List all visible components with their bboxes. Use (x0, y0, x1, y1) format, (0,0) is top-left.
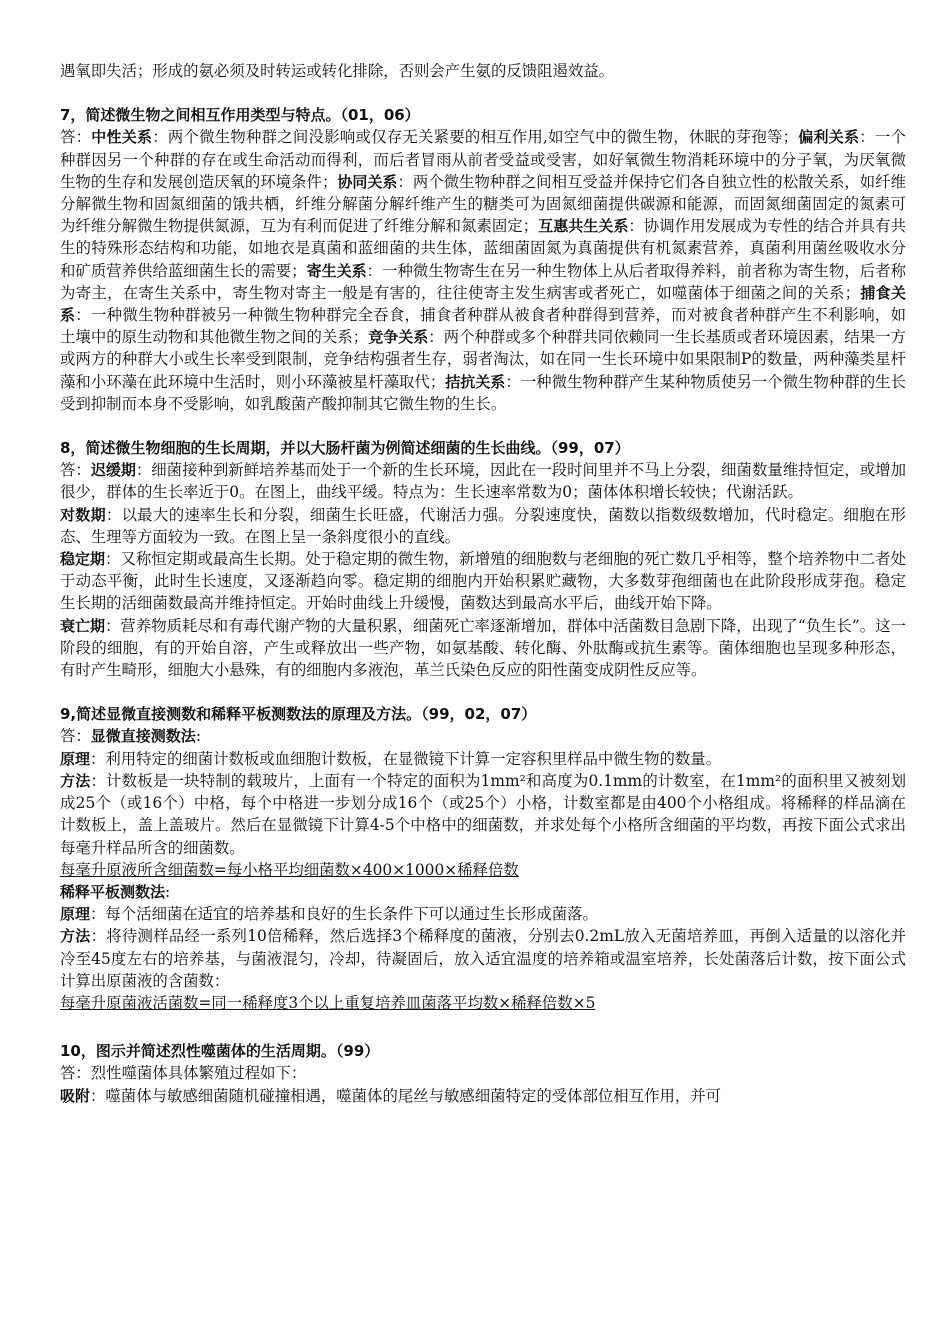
text-predation: ：一种微生物种群被另一种微生物种群完全吞食，捕食者种群从被食者种群得到营养，而对被食者种群产生不利影响，如土壤中的原生动物和其他微生物之间的关系； (60, 306, 906, 347)
text-competition: ：两个种群或多个种群共同依赖同一生长基质或者环境因素，结果一方或两方的种群大小或生长率受到限制，竞争结构强者生存，弱者淘汰，如在同一生长环境中如果限制P的数量，两种藻类星杆藻和小环藻在此环境中生活时，则小环藻被星杆藻取代； (60, 328, 906, 391)
answer-prefix: 答： (60, 727, 91, 746)
q8-title: 8，简述微生物细胞的生长周期，并以大肠杆菌为例简述细菌的生长曲线。（99，07） (60, 439, 630, 458)
heading-colon: : (165, 882, 171, 901)
text-dilution-method: ：将待测样品经一系列10倍稀释，然后选择3个稀释度的菌液，分别去0.2mL放入无菌培养皿，再倒入适量的以溶化并冷至45度左右的培养基，与菌液混匀，冷却，待凝固后，放入适宜温度的培养箱或温室培养，长处菌落后计数，按下面公式计算出原菌液的含菌数： (60, 927, 906, 990)
formula-dilution-count: 每毫升原菌液活菌数=同一稀释度3个以上重复培养皿菌落平均数×稀释倍数×5 (60, 993, 596, 1012)
text-antagonism: ：一种微生物种群产生某种物质使另一个微生物种群的生长受到抑制而本身不受影响，如乳酸菌产酸抑制其它微生物的生长。 (60, 372, 906, 413)
text-neutral: ：两个微生物种群之间没影响或仅存无关紧要的相互作用,如空气中的微生物，休眠的芽孢等； (152, 128, 799, 147)
term-decline-phase: 衰亡期 (60, 616, 106, 635)
term-method: 方法 (60, 927, 91, 946)
intro-text: 遇氧即失活；形成的氨必须及时转运或转化排除，否则会产生氨的反馈阻遏效益。 (60, 62, 615, 80)
q8-lag-paragraph (60, 459, 906, 503)
text-dilution-principle: ：每个活细菌在适宜的培养基和良好的生长条件下可以通过生长形成菌落。 (90, 905, 598, 924)
q8-decline-paragraph (60, 615, 906, 682)
formula-direct-count: 每毫升原液所含细菌数=每小格平均细菌数×400×1000×稀释倍数 (60, 860, 519, 879)
q10-title: 10，图示并简述烈性噬菌体的生活周期。（99） (60, 1042, 380, 1061)
q9-direct-principle (60, 748, 906, 770)
q10-answer-line: 答：烈性噬菌体具体繁殖过程如下： (60, 1064, 307, 1083)
heading-direct-count: 显微直接测数法 (90, 727, 196, 746)
term-principle: 原理 (60, 905, 91, 924)
q8-log-paragraph (60, 504, 906, 548)
q9-dilution-method (60, 925, 906, 992)
term-antagonism: 拮抗关系 (445, 372, 506, 391)
text-mutualism: ：协调作用发展成为专性的结合并具有共生的特殊形态结构和功能，如地衣是真菌和蓝细菌的共生体，蓝细菌固氮为真菌提供有机氮素营养，真菌利用菌丝吸收水分和矿质营养供给蓝细菌生长的需要； (60, 217, 906, 280)
text-log-phase: ：以最大的速率生长和分裂，细菌生长旺盛，代谢活力强。分裂速度快，菌数以指数级数增加，代时稳定。细胞在形态、生理等方面较为一致。在图上呈一条斜度很小的直线。 (60, 505, 906, 546)
q9-direct-method (60, 770, 906, 859)
text-adsorption: ：噬菌体与敏感细菌随机碰撞相遇，噬菌体的尾丝与敏感细菌特定的受体部位相互作用，并可 (90, 1086, 722, 1105)
text-direct-principle: ：利用特定的细菌计数板或血细胞计数板，在显微镜下计算一定容积里样品中微生物的数量。 (90, 749, 722, 768)
q9-dilution-heading (60, 881, 906, 903)
text-commensal: ：一个种群因另一个种群的存在或生命活动而得利，而后者冒雨从前者受益或受害，如好氧微生物消耗环境中的分子氧，为厌氧微生物的生存和发展创造厌氧的环境条件； (60, 128, 906, 191)
text-lag-phase: ：细菌接种到新鲜培养基而处于一个新的生长环境，因此在一段时间里并不马上分裂，细菌数量维持恒定，或增加很少，群体的生长率近于0。在图上，曲线平缓。特点为：生长速率常数为0；菌体体积增长较快；代谢活跃。 (60, 461, 906, 502)
term-method: 方法 (60, 771, 91, 790)
term-mutualism: 互惠共生关系 (538, 217, 629, 236)
text-synergism: ：两个微生物种群之间相互受益并保持它们各自独立性的松散关系，如纤维分解微生物和固氮细菌的饿共栖，纤维分解菌分解纤维产生的糖类可为固氮细菌提供碳源和能源，而固氮细菌固定的氮素可为纤维分解微生物提供氮源，互为有利而促进了纤维分解和氮素固定； (60, 172, 906, 236)
term-parasitism: 寄生关系 (306, 261, 367, 280)
q9-title: 9,简述显微直接测数和稀释平板测数法的原理及方法。（99，02，07） (60, 705, 537, 724)
q7-answer (60, 126, 906, 415)
q8-stationary-paragraph (60, 548, 906, 615)
text-parasitism: ：一种微生物寄生在另一种生物体上从后者取得养料，前者称为寄生物，后者称为寄主，在寄生关系中，寄生物对寄主一般是有害的，往往使寄主发生病害或者死亡，如噬菌体于细菌之间的关系； (60, 261, 906, 302)
term-neutral: 中性关系 (91, 128, 153, 147)
term-predation: 捕食关系 (60, 283, 906, 325)
text-decline-phase: ：营养物质耗尽和有毒代谢产物的大量积累，细菌死亡率逐渐增加，群体中活菌数目急剧下降，出现了“负生长”。这一阶段的细胞，有的开始自溶，产生或释放出一些产物，如氨基酸、转化酶、外肽酶或抗生素等。菌体细胞也呈现多种形态，有时产生畸形，细胞大小悬殊，有的细胞内多液泡，革兰氏染色反应的阳性菌变成阴性反应等。 (60, 616, 906, 680)
heading-dilution-count: 稀释平板测数法 (60, 882, 166, 901)
q9-dilution-formula (60, 992, 906, 1014)
q9-direct-heading (60, 725, 906, 747)
term-synergism: 协同关系 (337, 172, 398, 191)
heading-colon: : (195, 727, 201, 746)
term-lag-phase: 迟缓期 (90, 461, 136, 480)
q7-title: 7，简述微生物之间相互作用类型与特点。（01，06） (60, 106, 420, 125)
q10-adsorption (60, 1085, 906, 1107)
text-direct-method: ：计数板是一块特制的载玻片，上面有一个特定的面积为1mm²和高度为0.1mm的计数室，在1mm²的面积里又被刻划成25个（或16个）中格，每个中格进一步划分成16个（或25个）小格，计数室都是由400个小格组成。将稀释的样品滴在计数板上，盖上盖玻片。然后在显微镜下计算4-5个中格中的细菌数，并求处每个小格所含细菌的平均数，再按下面公式求出每毫升样品所含的细菌数。 (60, 771, 906, 857)
term-competition: 竞争关系 (368, 328, 429, 347)
term-adsorption: 吸附 (60, 1086, 91, 1105)
answer-prefix: 答： (60, 461, 91, 480)
term-commensal: 偏利关系 (798, 128, 860, 147)
term-log-phase: 对数期 (60, 505, 106, 524)
text-stationary-phase: ：又称恒定期或最高生长期。处于稳定期的微生物，新增殖的细胞数与老细胞的死亡数几乎相等，整个培养物中二者处于动态平衡，此时生长速度，又逐渐趋向零。稳定期的细胞内开始积累贮藏物，大多数芽孢细菌也在此阶段形成芽孢。稳定生长期的活细菌数最高并维持恒定。开始时曲线上升缓慢，菌数达到最高水平后，曲线开始下降。 (60, 550, 906, 613)
intro-paragraph (60, 60, 906, 82)
term-stationary-phase: 稳定期 (60, 550, 106, 569)
q9-dilution-principle (60, 903, 906, 925)
term-principle: 原理 (60, 749, 91, 768)
q9-direct-formula (60, 859, 906, 881)
answer-prefix: 答： (60, 128, 92, 147)
